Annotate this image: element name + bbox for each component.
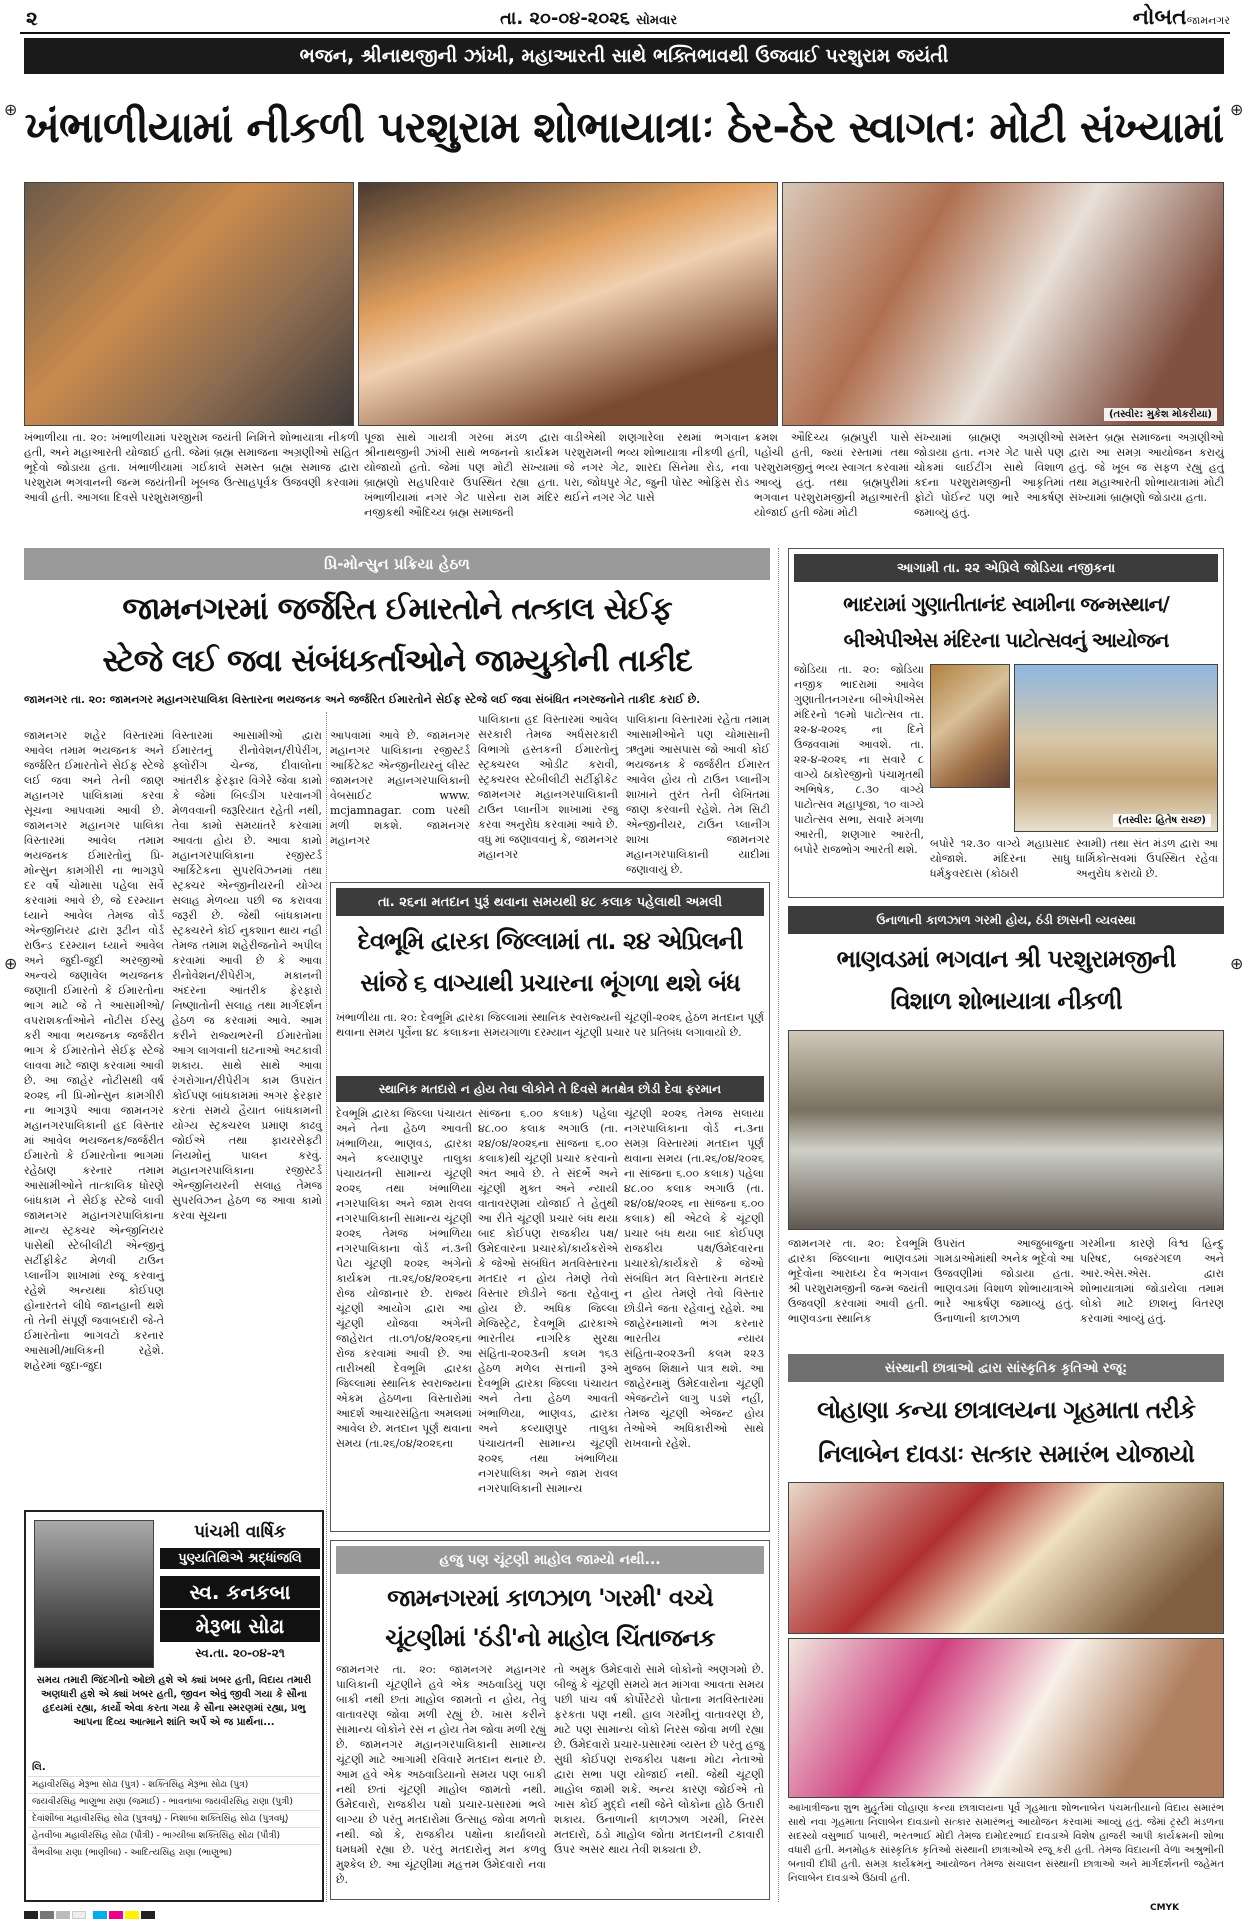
family-row: વૈભવીબા રાણા (ભાણીબા) - આદિત્યસિંહ રાણા (ભાણુભા) bbox=[28, 1844, 320, 1861]
jamnagar-col-1: જામનગર શહેર વિસ્તારમાં આવેલ તમામ ભયજનક અને જર્જરિત ઈમારતોને સેઈફ સ્ટેજે લઈ જવા અને તેની જાણ મહાનગર પાલિકામાં કરવા સૂચના આપવામાં આવી છે. જામનગર મહાનગર પાલિકા વિસ્તારમાં આવેલ તમામ ભયજનક ઈમારતોનું પ્રિ-મોન્સુન કામગીરી ના ભાગરૂપે દર વર્ષે ચોમાસા પહેલા સર્વે કરવામાં આવે છે, જે દરમ્યાન ધ્યાને આવેલ તેમજ વોર્ડ એન્જીનિયર દ્વારા રૂટીન વોર્ડ રાઉન્ડ દરમ્યાન ધ્યાને આવેલ અને જુદી-જુદી અરજીઓ અન્વયે જણાવેલ ભયજનક જણાતી ઈમારતો કે ઈમારતોના ભાગ માટે જે તે આસામીઓ/વપરાશકર્તાઓને નોટીસ ઈસ્યુ કરી આવા ભયજનક જર્જરીત ભાગ કે ઈમારતોને સેઈફ સ્ટેજે લાવવા માટે જાણ કરવામાં આવી છે. આ જાહેર નોટીસથી વર્ષ ૨૦૨૬ ની પ્રિ-મોન્સુન કામગીરી ના ભાગરૂપે આવા જામનગર મહાનગરપાલિકાની હદ વિસ્તાર માં આવેલ ભયજનક/જર્જરીત ઈમારતો કે ઈમારતોના ભાગમાં રહેઠાણ કરનાર તમામ આસામીઓને તાત્કાલિક ધોરણે બાંધકામ ને સેઈફ સ્ટેજે લાવી જામનગર મહાનગરપાલિકાના માન્ય સ્ટ્રક્ચર એન્જીનિયર પાસેથી સ્ટેબીલીટી એન્જીનું સર્ટીફીકેટ મેળવી ટાઉન પ્લાનીંગ શાખામાં રજૂ કરવાનું રહેશે અન્યથા કોઈપણ હોનારતને લીધે જાનહાની થશે તો તેની સંપૂર્ણ જવાબદારી જે-તે ઈમારતોના ભાગવટો કરનાર આસામી/માલિકની રહેશે. શહેરમાં જુદા-જુદા bbox=[24, 729, 164, 1372]
lohana-kicker: સંસ્થાની છાત્રાઓ દ્વારા સાંસ્કૃતિક કૃતિઓ રજૂ: bbox=[788, 1354, 1224, 1382]
bhadra-kicker: આગામી તા. ૨૨ એપ્રિલે જોડિયા નજીકના bbox=[794, 554, 1218, 582]
lead-photo-3 bbox=[782, 182, 1224, 426]
color-bar bbox=[24, 1904, 1224, 1914]
family-row: હેતવીબા મહાવીરસિંહ સોઢા (પૌત્રી) - ભાગ્યીબા શક્તિસિંહ સોઢા (પૌત્રી) bbox=[28, 1827, 320, 1844]
column-rule bbox=[326, 712, 327, 1902]
page-number: ૨ bbox=[26, 6, 38, 30]
dwarka-headline-2: સાંજે ૬ વાગ્યાથી પ્રચારના ભૂંગળા થશે બંધ bbox=[360, 969, 740, 997]
hot-kicker: હજુ પણ ચૂંટણી માહોલ જામ્યો નથી... bbox=[336, 1546, 764, 1574]
dwarka-kicker: તા. ૨૬ના મતદાન પુરૂં થવાના સમયથી ૪૮ કલાક પહેલાથી અમલી bbox=[336, 888, 764, 916]
lohana-headline-2: નિલાબેન દાવડાઃ સત્કાર સમારંભ યોજાયો bbox=[818, 1440, 1194, 1468]
obituary-family bbox=[28, 1776, 320, 1861]
jamnagar-col-5: પાલિકાના વિસ્તારમાં રહેતા તમામ આસામીઓને પણ ચોમાસાની ઋતુમાં આસપાસ જો આવી કોઈ ભયજનક કે જર્જરીત ઈમારત આવેલ હોય તો ટાઉન પ્લાનીંગ શાખાને તુરંત તેની લેખિતમાં જાણ કરવાની રહેશે. તેમ સિટી એન્જીનીયર, ટાઉન પ્લાનીંગ શાખા જામનગર મહાનગરપાલિકાની યાદીમાં જણાવાયું છે. bbox=[626, 713, 770, 876]
dwarka-col-3: ચૂંટણી ૨૦૨૬ તેમજ સલાયા નગરપાલિકાના વોર્ડ નં.૩ના સમગ્ર વિસ્તારમાં મતદાન પૂર્ણ થવાના સમય (તા.૨૬/૦૪/૨૦૨૬ ના સાંજના ૬.૦૦ કલાક) પહેલા ૪૮.૦૦ કલાક અગાઉ (તા. ૨૪/૦૪/૨૦૨૬ ના સાંજના ૬.૦૦ કલાક) થી એટલે કે ચૂંટણી પ્રચાર બંધ થયા બાદ કોઈપણ રાજકીય પક્ષ/ઉમેદવારના પ્રચારકો/કાર્યકરો કે જેઓ સંબંધિત મત વિસ્તારના મતદાર ન હોય તેમણે તેવો વિસ્તાર છોડીને જતા રહેવાનું રહેશે. આ જાહેરનામાનો ભંગ કરનાર ભારતીય ન્યાય સંહિતા-૨૦૨૩ની કલમ ૨૨૩ મુજબ શિક્ષાને પાત્ર થશે. આ જાહેરનામું ઉમેદવારોના ચૂંટણી એજન્ટોને લાગુ પડશે નહીં, તેમજ ચૂંટણી એજન્ટ હોય તેઓએ અધિકારીઓ સાથે રાખવાનો રહેશે. bbox=[624, 1107, 764, 1450]
bhanvad-photo bbox=[788, 1030, 1224, 1230]
jamnagar-headline-1: જામનગરમાં જર્જરિત ઈમારતોને તત્કાલ સેઈફ bbox=[122, 591, 672, 627]
lead-col-1: ખંભાળીયા તા. ૨૦: ખંભાળીયામાં પરશુરામ જયંતી નિમિત્તે શોભાયાત્રા નીકળી હતી, અને મહાઆરતી યોજાઈ હતી. જેમાં બ્રહ્મ સમાજના અગ્રણીઓ સહિત ભૂદેવો જોડાયા હતા. ખંભાળીયામાં ગઈકાલે સમસ્ત બ્રહ્મ સમાજ દ્વારા પરશુરામ ભગવાનની જન્મ જયંતીની ખૂબજ ઉત્સાહપૂર્વક ઉજવણી કરવામાં આવી હતી. આગલા દિવસે પરશુરામજીની bbox=[24, 431, 359, 504]
hot-col-1: જામનગર તા. ૨૦: જામનગર મહાનગર પાલિકાની ચૂંટણીને હવે એક અઠવાડિયું પણ બાકી નથી છતાં માહોલ જામતો ન હોય, તેવું વાતાવરણ જોવા મળી રહ્યું છે. ખાસ કરીને સામાન્ય લોકોને રસ ન હોય તેમ જોવા મળી રહ્યું છે. જામનગર મહાનગરપાલિકાની સામાન્ય ચૂંટણી માટે આગામી રવિવારે મતદાન થનાર છે. આમ હવે એક અઠવાડિયાનો સમય પણ બાકી નથી છતાં ચૂંટણી માહોલ જામતો નથી. ઉમેદવારો, રાજકીય પક્ષો પ્રચાર-પ્રસારમાં ભલે લાગ્યા છે પરંતુ મતદારોમાં ઉત્સાહ જોવા મળતો નથી. જો કે, રાજકીય પક્ષોના કાર્યાલયો ધમધમી રહ્યા છે. પરંતુ મતદારોનું મન કળવું મુશ્કેલ છે. આ ચૂંટણીમાં મહત્તમ ઉમેદવારો નવા છે. bbox=[336, 1663, 546, 1886]
registration-mark-icon: ⊕ bbox=[1230, 100, 1244, 119]
bhanvad-col-3: ગરમીના કારણે વિશ્વ હિન્દુ પરિષદ, બજરંગદળ અને આર.એસ.એસ. દ્વારા શોભાયાત્રામાં જોડાયેલા તમામ લોકો માટે છાશનું વિતરણ કરવામાં આવ્યું હતું. bbox=[1080, 1237, 1224, 1325]
registration-mark-icon: ⊕ bbox=[4, 100, 18, 119]
dwarka-subhead: સ્થાનિક મતદારો ન હોય તેવા લોકોને તે દિવસે મતક્ષેત્ર છોડી દેવા ફરમાન bbox=[336, 1076, 764, 1102]
logo-text: નોબત bbox=[1132, 4, 1187, 30]
bhanvad-col-2: ઉપરાંત આજુબાજુના ગામડાઓમાંથી અનેક ભૂદેવો આ ઉજવણીમાં જોડાયા હતા. ભાણવડમાં વિશાળ શોભાયાત્રાએ ભારે આકર્ષણ જમાવ્યું હતું. ઉનાળાની કાળઝાળ bbox=[934, 1237, 1074, 1325]
bhanvad-headline-2: વિશાળ શોભાયાત્રા નીકળી bbox=[890, 987, 1122, 1015]
dwarka-col-1: દેવભૂમિ દ્વારકા જિલ્લા પંચાયત અને તેના હેઠળ આવતી ખંભાળિયા, ભાણવડ, દ્વારકા અને કલ્યાણપુર તાલુકા પંચાયતની સામાન્ય ચૂંટણી ૨૦૨૬ તથા ખંભાળિયા નગરપાલિકા અને જામ રાવલ નગરપાલિકાની સામાન્ય ચૂંટણી ૨૦૨૬ તેમજ ખંભાળિયા નગરપાલિકાના વોર્ડ નં.૩ની પેટા ચૂંટણી ૨૦૨૬ અંગેનો કાર્યક્રમ તા.૨૬/૦૪/૨૦૨૬ના રોજ યોજાનાર છે. રાજ્ય ચૂંટણી આયોગ દ્વારા આ ચૂંટણી યોજવા અંગેની જાહેરાત તા.૦૧/૦૪/૨૦૨૬ના રોજ કરવામાં આવી છે. આ તારીખથી દેવભૂમિ દ્વારકા જિલ્લામાં સ્થાનિક સ્વરાજ્યના એકમ હેઠળના વિસ્તારોમાં આદર્શ આચારસંહિતા અમલમાં આવેલ છે. મતદાન પૂર્ણ થવાના સમય (તા.૨૬/૦૪/૨૦૨૬ના bbox=[336, 1107, 472, 1450]
registration-mark-icon: ⊕ bbox=[4, 954, 18, 973]
jamnagar-col-2: વિસ્તારમાં આસામીઓ દ્વારા ઈમારતનું રીનોવેશન/રીપેરીંગ, ફ્લોરીંગ ચેન્જ, દીવાલોના આંતરીક ફેરફાર વિગેરે જેવા કામો કે જેમાં બિલ્ડીંગ પરવાનગી મેળવવાની જરૂરિયાત રહેતી નથી, તેવા કામો સમયાંતરે કરવામાં આવતા હોય છે. આવા કામો મહાનગરપાલિકાના રજીસ્ટર્ડ આર્કિટેકના સુપરવિઝનમાં તથા સ્ટ્રક્ચર એન્જીનીયરની યોગ્ય સલાહ મેળવ્યા પછી જ કરાવવા જરૂરી છે. જેથી બાંધકામના સ્ટ્રક્ચરને કોઈ નુકશાન થાય નહી તેમજ તમામ શહેરીજનોને અપીલ કરવામાં આવી છે કે આવા રીનોવેશન/રીપેરીંગ, મકાનની અંદરના આંતરીક ફેરફારો નિષ્ણાતોની સલાહ તથા માર્ગદર્શન હેઠળ જ કરવામાં આવે. આમ કરીને રાજ્યભરની ઈમારતોમાં આગ લાગવાની ઘટનાઓ અટકાવી શકાય. સાથે સાથે આવા રંગરોગાન/રીપેરીંગ કામ ઉપરાંત કોઈપણ બાંધકામમાં અગર ફેરફાર કરતાં સમયે હૈયાત બાંધકામની યોગ્ય સ્ટ્રક્ચરલ પ્રમાણ કાઢવું જોઈએ તથા ફાયરસેફ્ટી નિયમોનું પાલન કરવું. મહાનગરપાલિકાના રજીસ્ટર્ડ એન્જીનિયરની સલાહ તેમજ સુપરવિઝન હેઠળ જ આવા કામો કરવા સૂચના bbox=[172, 729, 322, 1222]
family-row: મહાવીરસિંહ મેરૂભા સોઢા (પુત્ર) - શક્તિસિંહ મેરૂભા સોઢા (પુત્ર) bbox=[28, 1776, 320, 1793]
lead-col-6: સમસ્ત બ્રહ્મ સમાજના અગ્રણીઓ દ્વારા આ સમગ્ર આયોજન કરાયું હતું. જે ખૂબ જ સફળ રહ્યું હતું તથા મહાઆરતી શોભાયાત્રામાં મોટી સંખ્યામાં બ્રાહ્મણો જોડાયા હતા. bbox=[1069, 431, 1224, 504]
dwarka-lead: ખંભાળીયા તા. ૨૦: દેવભૂમિ દ્વારકા જિલ્લામાં સ્થાનિક સ્વરાજ્યની ચૂંટણી-૨૦૨૬ હેઠળ મતદાન પૂર્ણ થવાના સમય પૂર્વેના ૪૮ કલાકના સમયગાળા દરમ્યાન ચૂંટણી પ્રચાર પર પ્રતિબંધ લગાવાયો છે. bbox=[336, 1011, 764, 1039]
jamnagar-lead: જામનગર તા. ૨૦: જામનગર મહાનગરપાલિકા વિસ્તારના ભયજનક અને જર્જરિત ઈમારતોને સેઈફ સ્ટેજે લઈ જવા સંબંધિત નગરજનોને તાકીદ કરાઈ છે. bbox=[24, 693, 701, 706]
lead-kicker: ભજન, શ્રીનાથજીની ઝાંખી, મહાઆરતી સાથે ભક્તિભાવથી ઉજવાઈ પરશુરામ જયંતી bbox=[24, 38, 1224, 74]
hot-headline-2: ચૂંટણીમાં 'ઠંડી'નો માહોલ ચિંતાજનક bbox=[385, 1624, 715, 1652]
bhanvad-headline-1: ભાણવડમાં ભગવાન શ્રી પરશુરામજીની bbox=[836, 945, 1176, 973]
jamnagar-col-3: આપવામાં આવે છે. જામનગર મહાનગર પાલિકાના રજીસ્ટર્ડ આર્કિટેક્ટ એન્જીનીયરનું લીસ્ટ જામનગર મહાનગરપાલિકાની વેબસાઈટ www. mcjamnagar. com પરથી મળી શકશે. જામનગર મહાનગર bbox=[330, 729, 470, 847]
family-row: દેવાંશીબા મહાવીરસિંહ સોઢા (પુત્રવધૂ) - નિશાબા શક્તિસિંહ સોઢા (પુત્રવધૂ) bbox=[28, 1810, 320, 1827]
obituary-portrait bbox=[34, 1520, 154, 1668]
bhadra-headline-2: બીએપીએસ મંદિરના પાટોત્સવનું આયોજન bbox=[843, 628, 1169, 652]
dateline bbox=[500, 8, 677, 29]
hot-col-2: તો અમુક ઉમેદવારો સામે લોકોનો અણગમો છે. બીજું કે ચૂંટણી સમયે મત માંગવા આવતા સમય પછી પાંચ વર્ષ કોર્પોરેટરો પોતાના મતવિસ્તારમાં ફરકતા પણ નથી. હાલ ગરમીનું વાતાવરણ છે, માટે પણ સામાન્ય લોકો નિરસ જોવા મળી રહ્યા છે. ઉમેદવારો પ્રચાર-પ્રસારમાં વ્યસ્ત છે પરંતુ હજુ સુધી કોઈપણ રાજકીય પક્ષના મોટા નેતાઓ દ્વારા સભા પણ યોજાઈ નથી. જેથી ચૂંટણી માહોલ જામી શકે. અન્ય કારણ જોઈએ તો ખાસ કોઈ મુદ્દો નથી જેને લોકોના હોઠે ઉતારી શકાય. ઉનાળાની કાળઝાળ ગરમી, નિરસ મતદારો, ઠંડો માહોલ જોતા મતદાનની ટકાવારી ઉપર અસર થાય તેવી શક્યતા છે. bbox=[554, 1663, 764, 1856]
obituary-message: સમય તમારી જિંદગીનો ઓછો હશે એ ક્યાં ખબર હતી, વિદાય તમારી અણધારી હશે એ ક્યાં ખબર હતી, જીવન એવું જીવી ગયા કે સૌના હૃદયમાં રહ્યા, કાર્યો એવા કરતા ગયા કે સૌના સ્મરણમાં રહ્યા, પ્રભુ આપના દિવ્ય આત્માને શાંતિ અર્પે એ જ પ્રાર્થના... bbox=[36, 1675, 312, 1728]
bhanvad-kicker: ઉનાળાની કાળઝાળ ગરમી હોય, ઠંડી છાસની વ્યવસ્થા bbox=[788, 906, 1224, 934]
hot-headline-1: જામનગરમાં કાળઝાળ 'ગરમી' વચ્ચે bbox=[387, 1584, 713, 1612]
obituary-title-2: પુણ્યતિથિએ શ્રદ્ધાંજલિ bbox=[160, 1548, 320, 1569]
newspaper-logo bbox=[1133, 4, 1230, 30]
bhadra-col-1: જોડિયા તા. ૨૦: જોડિયા નજીક ભાદરામાં આવેલ ગુણાતીતનગરના બીએપીએસ મંદિરનો ૧૯મો પાટોત્સવ તા. ૨૨-૪-૨૦૨૬ ના દિને ઉજવવામાં આવશે. તા. ૨૨-૪-૨૦૨૬ ના સવારે ૮ વાગ્યે ઠાકોરજીનો પંચામૃતથી અભિષેક, ૮.૩૦ વાગ્યે પાટોત્સવ મહાપૂજા, ૧૦ વાગ્યે પાટોત્સવ સભા, સવારે મંગળા આરતી, શણગાર આરતી, બપોરે રાજભોગ આરતી થશે. bbox=[794, 663, 924, 856]
lead-photo-credit: (તસ્વીર: મુકેશ મોકરીયા) bbox=[1104, 408, 1217, 421]
obituary-name-1: સ્વ. કનકબા bbox=[160, 1576, 320, 1608]
bhadra-photo-idol bbox=[930, 664, 1010, 788]
bhadra-photo-temple bbox=[1014, 664, 1218, 832]
lohana-photo-1 bbox=[788, 1482, 1224, 1634]
lead-col-2: પૂજા સાથે ગાયત્રી ગરબા મંડળ દ્વારા શ્રીનાથજીની ઝાંખી સાથે ભજનનો કાર્યક્રમ યોજાયો હતો. જેમાં પણ મોટી સંખ્યામાં બ્રાહ્મણો સહપરિવાર ઉપસ્થિત રહ્યા હતા. ખંભાળીયામાં નગર ગેટ પાસેના રામ મંદિર નજીકથી ઔદિચ્ય બ્રહ્મ સમાજની bbox=[364, 431, 559, 519]
lead-photo-1 bbox=[24, 182, 354, 426]
bhadra-photo-credit: (તસ્વીર: હિતેષ રાચ્છ) bbox=[1113, 814, 1211, 827]
jamnagar-col-4: પાલિકાના હદ વિસ્તારમાં આવેલ સરકારી તેમજ અર્ધસરકારી વિભાગો હસ્તકની ઈમારતોનું સ્ટ્રક્ચરલ ઓડીટ કરાવી, સ્ટ્રક્ચરલ સ્ટેબીલીટી સર્ટીફીકેટ જામનગર મહાનગરપાલિકાની ટાઉન પ્લાનીંગ શાખામાં રજુ કરવા અનુરોધ કરવામાં આવે છે. વધુ માં જણાવવાનું કે, જામનગર મહાનગર bbox=[478, 713, 618, 861]
weekday: સોમવાર bbox=[636, 13, 678, 28]
jamnagar-kicker: પ્રિ-મોન્સુન પ્રક્રિયા હેઠળ bbox=[24, 548, 770, 580]
bhadra-col-2: બપોરે ૧૨.૩૦ વાગ્યે મહાપ્રસાદ યોજાશે. મંદિરના સાધુ ધર્મકુવરદાસ (કોઠારી bbox=[930, 837, 1070, 880]
jamnagar-headline-2: સ્ટેજે લઈ જવા સંબંધકર્તાઓને જામ્યુકોની તાકીદ bbox=[102, 643, 692, 679]
registration-mark-icon: ⊕ bbox=[1230, 954, 1244, 973]
dwarka-col-2: સાંજના ૬.૦૦ કલાક) પહેલા ૪૮.૦૦ કલાક અગાઉ (તા. ૨૪/૦૪/૨૦૨૬ના સાંજના ૬.૦૦ કલાક)થી ચૂંટણી પ્રચાર કરવાનો અંત આવે છે. તે સંદર્ભે અને ચૂંટણી મુક્ત અને ન્યાયી વાતાવરણમાં યોજાઈ તે હેતુથી આ રીતે ચૂંટણી પ્રચાર બંધ થયા બાદ કોઈપણ રાજકીય પક્ષ/ઉમેદવારના પ્રચારકો/કાર્યકરોએ કે જેઓ સંબંધિત મતવિસ્તારના મતદાર ન હોય તેમણે તેવો વિસ્તાર છોડીને જતા રહેવાનું હોય છે. અધિક જિલ્લા મેજિસ્ટ્રેટ, દેવભૂમિ દ્વારકાએ ભારતીય નાગરિક સુરક્ષા સંહિતા-૨૦૨૩ની કલમ ૧૬૩ હેઠળ મળેલ સત્તાની રૂએ દેવભૂમિ દ્વારકા જિલ્લા પંચાયત અને તેના હેઠળ આવતી ખંભાળિયા, ભાણવડ, દ્વારકા અને કલ્યાણપુર તાલુકા પંચાયતની સામાન્ય ચૂંટણી ૨૦૨૬ તથા ખંભાળિયા નગરપાલિકા અને જામ રાવલ નગરપાલિકાની સામાન્ય bbox=[478, 1107, 618, 1495]
bhanvad-col-1: જામનગર તા. ૨૦: દેવભૂમિ દ્વારકા જિલ્લાના ભાણવડમાં ભૂદેવોના આરાધ્ય દેવ ભગવાન શ્રી પરશુરામજીની જન્મ જયંતી ઉજવણી કરવામાં આવી હતી. ભાણવડના સ્થાનિક bbox=[788, 1237, 928, 1325]
date: તા. ૨૦-૦૪-૨૦૨૬ bbox=[500, 8, 630, 29]
lead-photo-2 bbox=[358, 182, 778, 426]
lohana-headline-1: લોહાણા કન્યા છાત્રાલયના ગૃહમાતા તરીકે bbox=[817, 1396, 1195, 1424]
lohana-photo-2 bbox=[788, 1638, 1224, 1798]
obituary-title-1: પાંચમી વાર્ષિક bbox=[194, 1522, 286, 1542]
obituary-signed: લિ. bbox=[32, 1762, 46, 1773]
lead-headline: ખંભાળીયામાં નીકળી પરશુરામ શોભાયાત્રાઃ ઠેર-ઠેર સ્વાગતઃ મોટી સંખ્યામાં bbox=[24, 103, 1224, 153]
logo-city: જામનગર bbox=[1186, 14, 1230, 27]
lohana-body: આખાત્રીજના શુભ મુહૂર્તમાં લોહાણા કન્યા છાત્રાલયના પૂર્વ ગૃહમાતા શોભનાબેન પંચમતીયાનો વિદાય સમારંભ સાથે નવા ગૃહમાતા નિલાબેન દાવડાનો સત્કાર સમારંભનું આયોજન કરવામાં આવ્યું હતું. જેમાં ટ્રસ્ટી મંડળના સદસ્યો વસુભાઈ પાબારી, ભરતભાઈ મોદી તેમજ દામોદરભાઈ દાવડાએ વિશેષ હાજરી આપી કાર્યક્રમની શોભા વધારી હતી. મનમોહક સાંસ્કૃતિક કૃતિઓ સંસ્થાની છાત્રાઓએ રજૂ કરી હતી. તેમજ વિદાયની વેળા અશ્રુભીની બનાવી દીધી હતી. સમગ્ર કાર્યક્રમનું આયોજન તેમજ સંચાલન સંસ્થાની છાત્રાઓ અને માર્ગદર્શનની જહેમત નિલાબેન દાવડાએ ઉઠાવી હતી. bbox=[788, 1803, 1224, 1884]
dwarka-headline-1: દેવભૂમિ દ્વારકા જિલ્લામાં તા. ૨૪ એપ્રિલની bbox=[357, 927, 743, 955]
lead-col-3: વાડીએથી શણગારેલા રથમાં ભગવાન પરશુરામની ભવ્ય શોભાયાત્રા નીકળી હતી, જે નગર ગેટ, શારદા સિનેમા રોડ, નવા પરા, જોધપુર ગેટ, જુની પોસ્ટ ઓફિસ રોડ થઈને નગર ગેટ પાસે bbox=[564, 431, 749, 504]
lead-col-5: સંખ્યામાં બ્રાહ્મણ અગ્રણીઓ જોડાયા હતા. નગર ગેટ પાસે પણ ચોકમાં લાઈટીંગ સાથે વિશાળ કદના પરશુરામજીની આકૃતિમાં ફોટો પોઈન્ટ પણ ભારે આકર્ષણ જમાવ્યું હતું. bbox=[914, 431, 1064, 519]
column-rule bbox=[778, 548, 779, 1902]
bhadra-col-3: સ્વામી) તથા સંત મંડળ દ્વારા આ ધાર્મિકોત્સવમાં ઉપસ્થિત રહેવા અનુરોધ કરાયો છે. bbox=[1076, 837, 1218, 880]
lead-col-4: ક્રમશ ઔદિચ્ય બ્રહ્મપુરી પાસે પહોંચી હતી, જ્યાં રસ્તામાં તથા પરશુરામજીનું ભવ્ય સ્વાગત કરવામાં આવ્યું હતું. તથા બ્રહ્મપુરીમાં ભગવાન પરશુરામજીની મહાઆરતી યોજાઈ હતી જેમાં મોટી bbox=[754, 431, 909, 519]
obituary-ad bbox=[24, 1510, 324, 1902]
bhadra-headline-1: ભાદરામાં ગુણાતીતાનંદ સ્વામીના જન્મસ્થાન/ bbox=[843, 592, 1169, 616]
cmyk-label: CMYK bbox=[1150, 1903, 1180, 1913]
family-row: જયવીરસિંહ ભાણુભા રાણા (જમાઈ) - ભાવનાબા જયવીરસિંહ રાણા (પુત્રી) bbox=[28, 1793, 320, 1810]
masthead bbox=[20, 4, 1230, 34]
obituary-date: સ્વ.તા. ૨૦-૦૪-૨૧ bbox=[195, 1646, 285, 1660]
obituary-name-2: મેરૂભા સોઢા bbox=[160, 1610, 320, 1642]
